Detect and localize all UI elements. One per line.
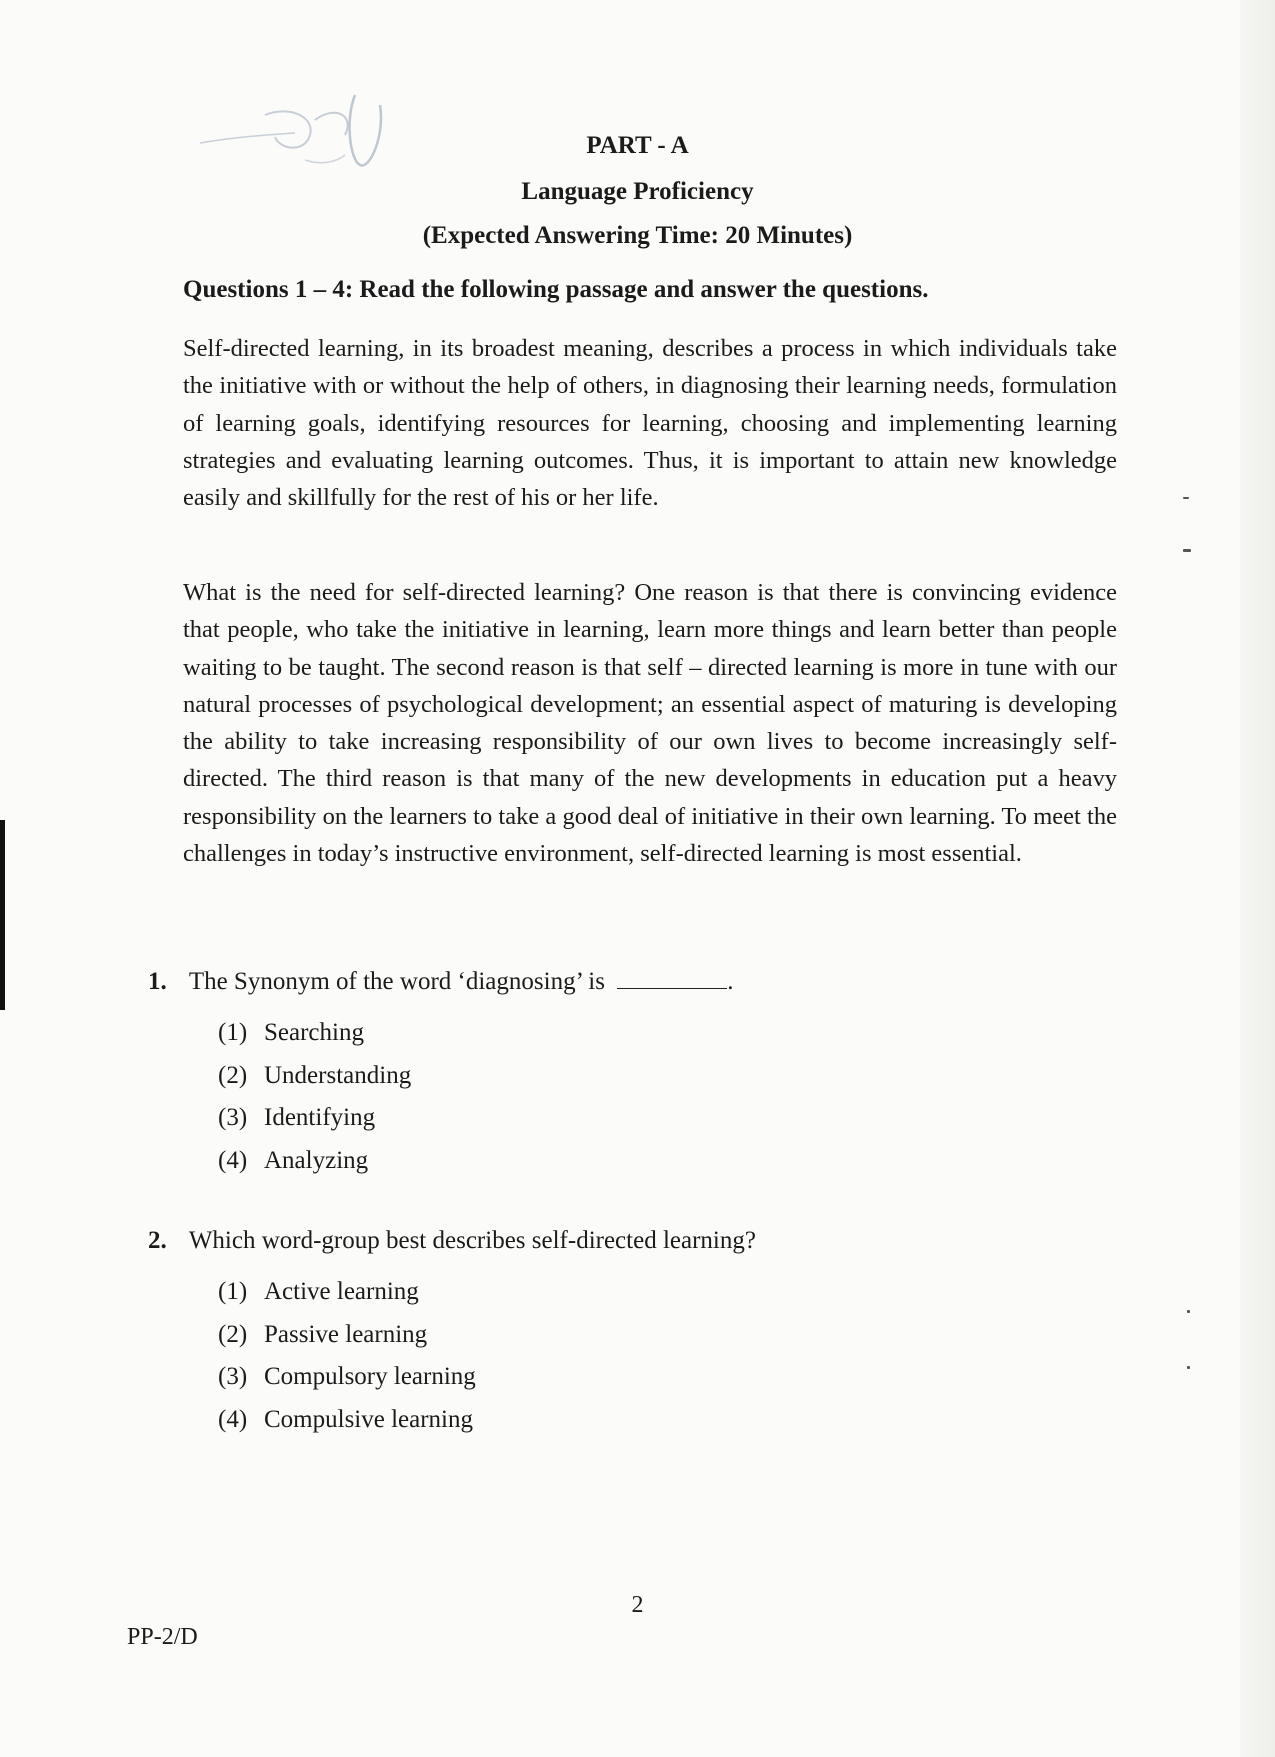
option-number: (3) xyxy=(218,1104,248,1131)
option-text: Understanding xyxy=(264,1061,412,1089)
option-number: (4) xyxy=(218,1146,248,1174)
option-text: Passive learning xyxy=(264,1320,428,1348)
time-note: (Expected Answering Time: 20 Minutes) xyxy=(422,222,853,249)
scan-speck xyxy=(1187,1310,1190,1313)
question-suffix: . xyxy=(727,968,734,995)
option-number: (2) xyxy=(218,1320,248,1348)
option-item xyxy=(218,1278,476,1321)
question-number: 1. xyxy=(148,968,167,995)
option-item xyxy=(218,1321,476,1364)
faded-stamp-mark xyxy=(195,75,435,185)
question-text: The Synonym of the word ‘diagnosing’ is xyxy=(188,968,605,995)
option-item xyxy=(218,1062,411,1105)
scan-speck xyxy=(1183,549,1191,552)
option-item xyxy=(218,1363,476,1406)
option-text: Compulsive learning xyxy=(264,1405,473,1433)
question-number: 2. xyxy=(148,1227,167,1254)
paper-code: PP-2/D xyxy=(127,1624,198,1650)
answer-blank xyxy=(617,968,727,989)
option-item xyxy=(218,1406,476,1449)
binding-mark xyxy=(0,820,5,1010)
option-number: (1) xyxy=(218,1019,248,1046)
question-2-options xyxy=(218,1278,476,1448)
scan-speck xyxy=(1187,1366,1190,1369)
option-text: Analyzing xyxy=(264,1146,369,1174)
scan-speck xyxy=(1183,497,1189,499)
question-1-options xyxy=(218,1019,411,1189)
question-text: Which word-group best describes self-directed learning? xyxy=(188,1227,756,1254)
option-number: (1) xyxy=(218,1278,248,1305)
option-item xyxy=(218,1147,411,1190)
passage-instructions: Questions 1 – 4: Read the following passage and answer the questions. xyxy=(183,276,929,303)
option-number: (4) xyxy=(218,1405,248,1433)
option-item xyxy=(218,1019,411,1062)
passage-paragraph-2: What is the need for self-directed learning? One reason is that there is convincing evidence that people, who take the initiative in learning, learn more things and learn better than people waiting to be taught. The second reason is that self – directed learning is more in tune with our natural processes of psychological development; an essential aspect of maturing is developing the ability to take increasing responsibility of our own lives to become increasingly self-directed. The third reason is that many of the new developments in education put a heavy responsibility on the learners to take a good deal of initiative in their own learning. To meet the challenges in today’s instructive environment, self-directed learning is most essential. xyxy=(183,579,1117,868)
option-number: (2) xyxy=(218,1061,248,1089)
option-text: Active learning xyxy=(264,1278,419,1305)
option-text: Identifying xyxy=(264,1104,376,1131)
page-number: 2 xyxy=(631,1592,644,1618)
question-2 xyxy=(148,1227,756,1255)
question-1 xyxy=(148,968,733,996)
passage-paragraph-1: Self-directed learning, in its broadest meaning, describes a process in which individuals take the initiative with or without the help of others, in diagnosing their learning needs, formulation of learning goals, identifying resources for learning, choosing and implementing learning strategies and evaluating learning outcomes. Thus, it is important to attain new knowledge easily and skillfully for the rest of his or her life. xyxy=(183,335,1117,512)
option-number: (3) xyxy=(218,1363,248,1390)
section-title: Language Proficiency xyxy=(521,178,754,205)
part-heading: PART - A xyxy=(586,132,689,159)
page-edge-shadow xyxy=(1240,0,1275,1757)
option-text: Searching xyxy=(264,1019,364,1046)
option-text: Compulsory learning xyxy=(264,1363,476,1390)
option-item xyxy=(218,1104,411,1147)
